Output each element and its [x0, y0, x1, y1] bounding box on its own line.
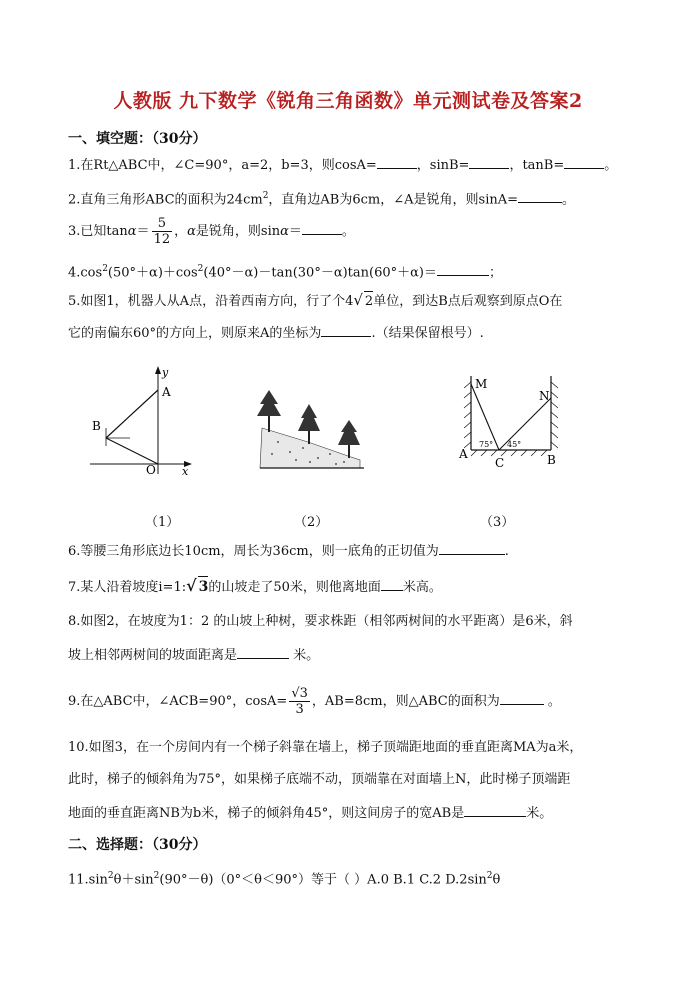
question-5-line-2: 它的南偏东60°的方向上，则原来A的坐标为 .（结果保留根号）.: [68, 322, 484, 344]
question-6: 6.等腰三角形底边长10cm，周长为36cm，则一底角的正切值为 .: [68, 540, 509, 562]
question-11: $11.\sin^2\theta+\sin^2(90^\circ-\theta)(0^\circ<\theta<90^\circ)$等于（ ）A.0 B.1 C.2 $D.2\sin^2\theta$: [68, 871, 501, 888]
answer-blank: [439, 540, 505, 555]
label-b: B: [92, 419, 101, 433]
label-x: x: [182, 465, 189, 478]
tree-icon: [338, 420, 360, 458]
question-9: 9.在△ABC中，∠ACB=90°，cosA= $\frac{√3}{3}$ ，AB=8cm，则△ABC的面积为 。: [68, 686, 561, 717]
question-3: 3.已知tanα＝ $\frac{5}{12}$ ，α是锐角，则sinα＝ 。: [68, 216, 355, 247]
answer-blank: [464, 802, 526, 817]
question-5-line-1: 5.如图1，机器人从A点，沿着西南方向，行了个4√ 2单位，到达B点后观察到原点O在: [68, 290, 562, 312]
label-c: C: [495, 456, 505, 470]
figure-2-caption: （2）: [294, 515, 329, 530]
answer-blank: [500, 690, 544, 705]
answer-blank: [237, 644, 289, 659]
tree-icon: [257, 390, 281, 432]
page-title: 人教版 九下数学《锐角三角函数》单元测试卷及答案2: [113, 90, 583, 112]
angle-75-label: 75°: [479, 440, 494, 449]
answer-blank: [437, 261, 489, 276]
answer-blank: [302, 220, 342, 235]
answer-blank: [564, 154, 604, 169]
answer-blank: [381, 576, 403, 591]
tree-icon: [298, 404, 320, 444]
label-m: M: [475, 377, 488, 391]
figure-3-ladder-room: [455, 374, 565, 472]
question-10-line-1: 10.如图3，在一个房间内有一个梯子斜靠在墙上，梯子顶端距地面的垂直距离MA为a米，: [68, 740, 583, 755]
label-b: B: [547, 453, 556, 467]
segment-bo: [106, 438, 158, 464]
figure-1-coordinate-diagram: [90, 364, 200, 479]
section-fill-in-heading: 一、填空题：（30分）: [68, 131, 207, 147]
fraction: $\frac{5}{12}$: [153, 216, 171, 247]
label-a: A: [459, 447, 468, 461]
question-10-line-2: 此时，梯子的倾斜角为75°，如果梯子底端不动，顶端靠在对面墙上N，此时梯子顶端距: [68, 772, 571, 787]
fraction: $\frac{√3}{3}$: [291, 686, 308, 717]
question-8-line-2: 坡上相邻两树间的坡面距离是 米。: [68, 644, 319, 666]
figure-2-slope-with-trees: [248, 382, 373, 474]
label-y: y: [162, 366, 169, 379]
question-8-line-1: 8.如图2，在坡度为1：2 的山坡上种树，要求株距（相邻两树间的水平距离）是6米，斜: [68, 614, 573, 629]
label-a: A: [162, 385, 171, 399]
question-4: $4.\cos^2(50^\circ+\alpha)+\cos^2(40^\circ-\alpha)-\tan(30^\circ-\alpha)\tan(60^\circ+\alpha)=$ ；: [68, 259, 502, 283]
y-axis-arrow-icon: [155, 366, 161, 374]
question-7: 7.某人沿着坡度i=1:√ 3的山坡走了50米，则他离地面 米高。: [68, 576, 442, 595]
figure-3-caption: （3）: [480, 515, 515, 530]
label-n: N: [539, 389, 550, 403]
angle-45-label: 45°: [507, 440, 522, 449]
question-10-line-3: 地面的垂直距离NB为b米，梯子的倾斜角45°，则这间房子的宽AB是 米。: [68, 802, 552, 824]
answer-blank: [469, 154, 509, 169]
section-choice-heading: 二、选择题：（30分）: [68, 837, 207, 853]
label-o: O: [146, 463, 156, 477]
answer-blank: [518, 188, 562, 203]
figure-1-caption: （1）: [145, 515, 180, 530]
answer-blank: [377, 154, 417, 169]
answer-blank: [321, 322, 371, 337]
segment-ab: [106, 390, 158, 438]
question-1: 1.在Rt△ABC中，∠C=90°，a=2，b=3，则cosA= ，sinB= ，tanB= 。: [68, 154, 617, 176]
question-2: 2.直角三角形ABC的面积为$24cm^2$，直角边AB为6cm，∠A是锐角，则sinA= 。: [68, 186, 575, 210]
